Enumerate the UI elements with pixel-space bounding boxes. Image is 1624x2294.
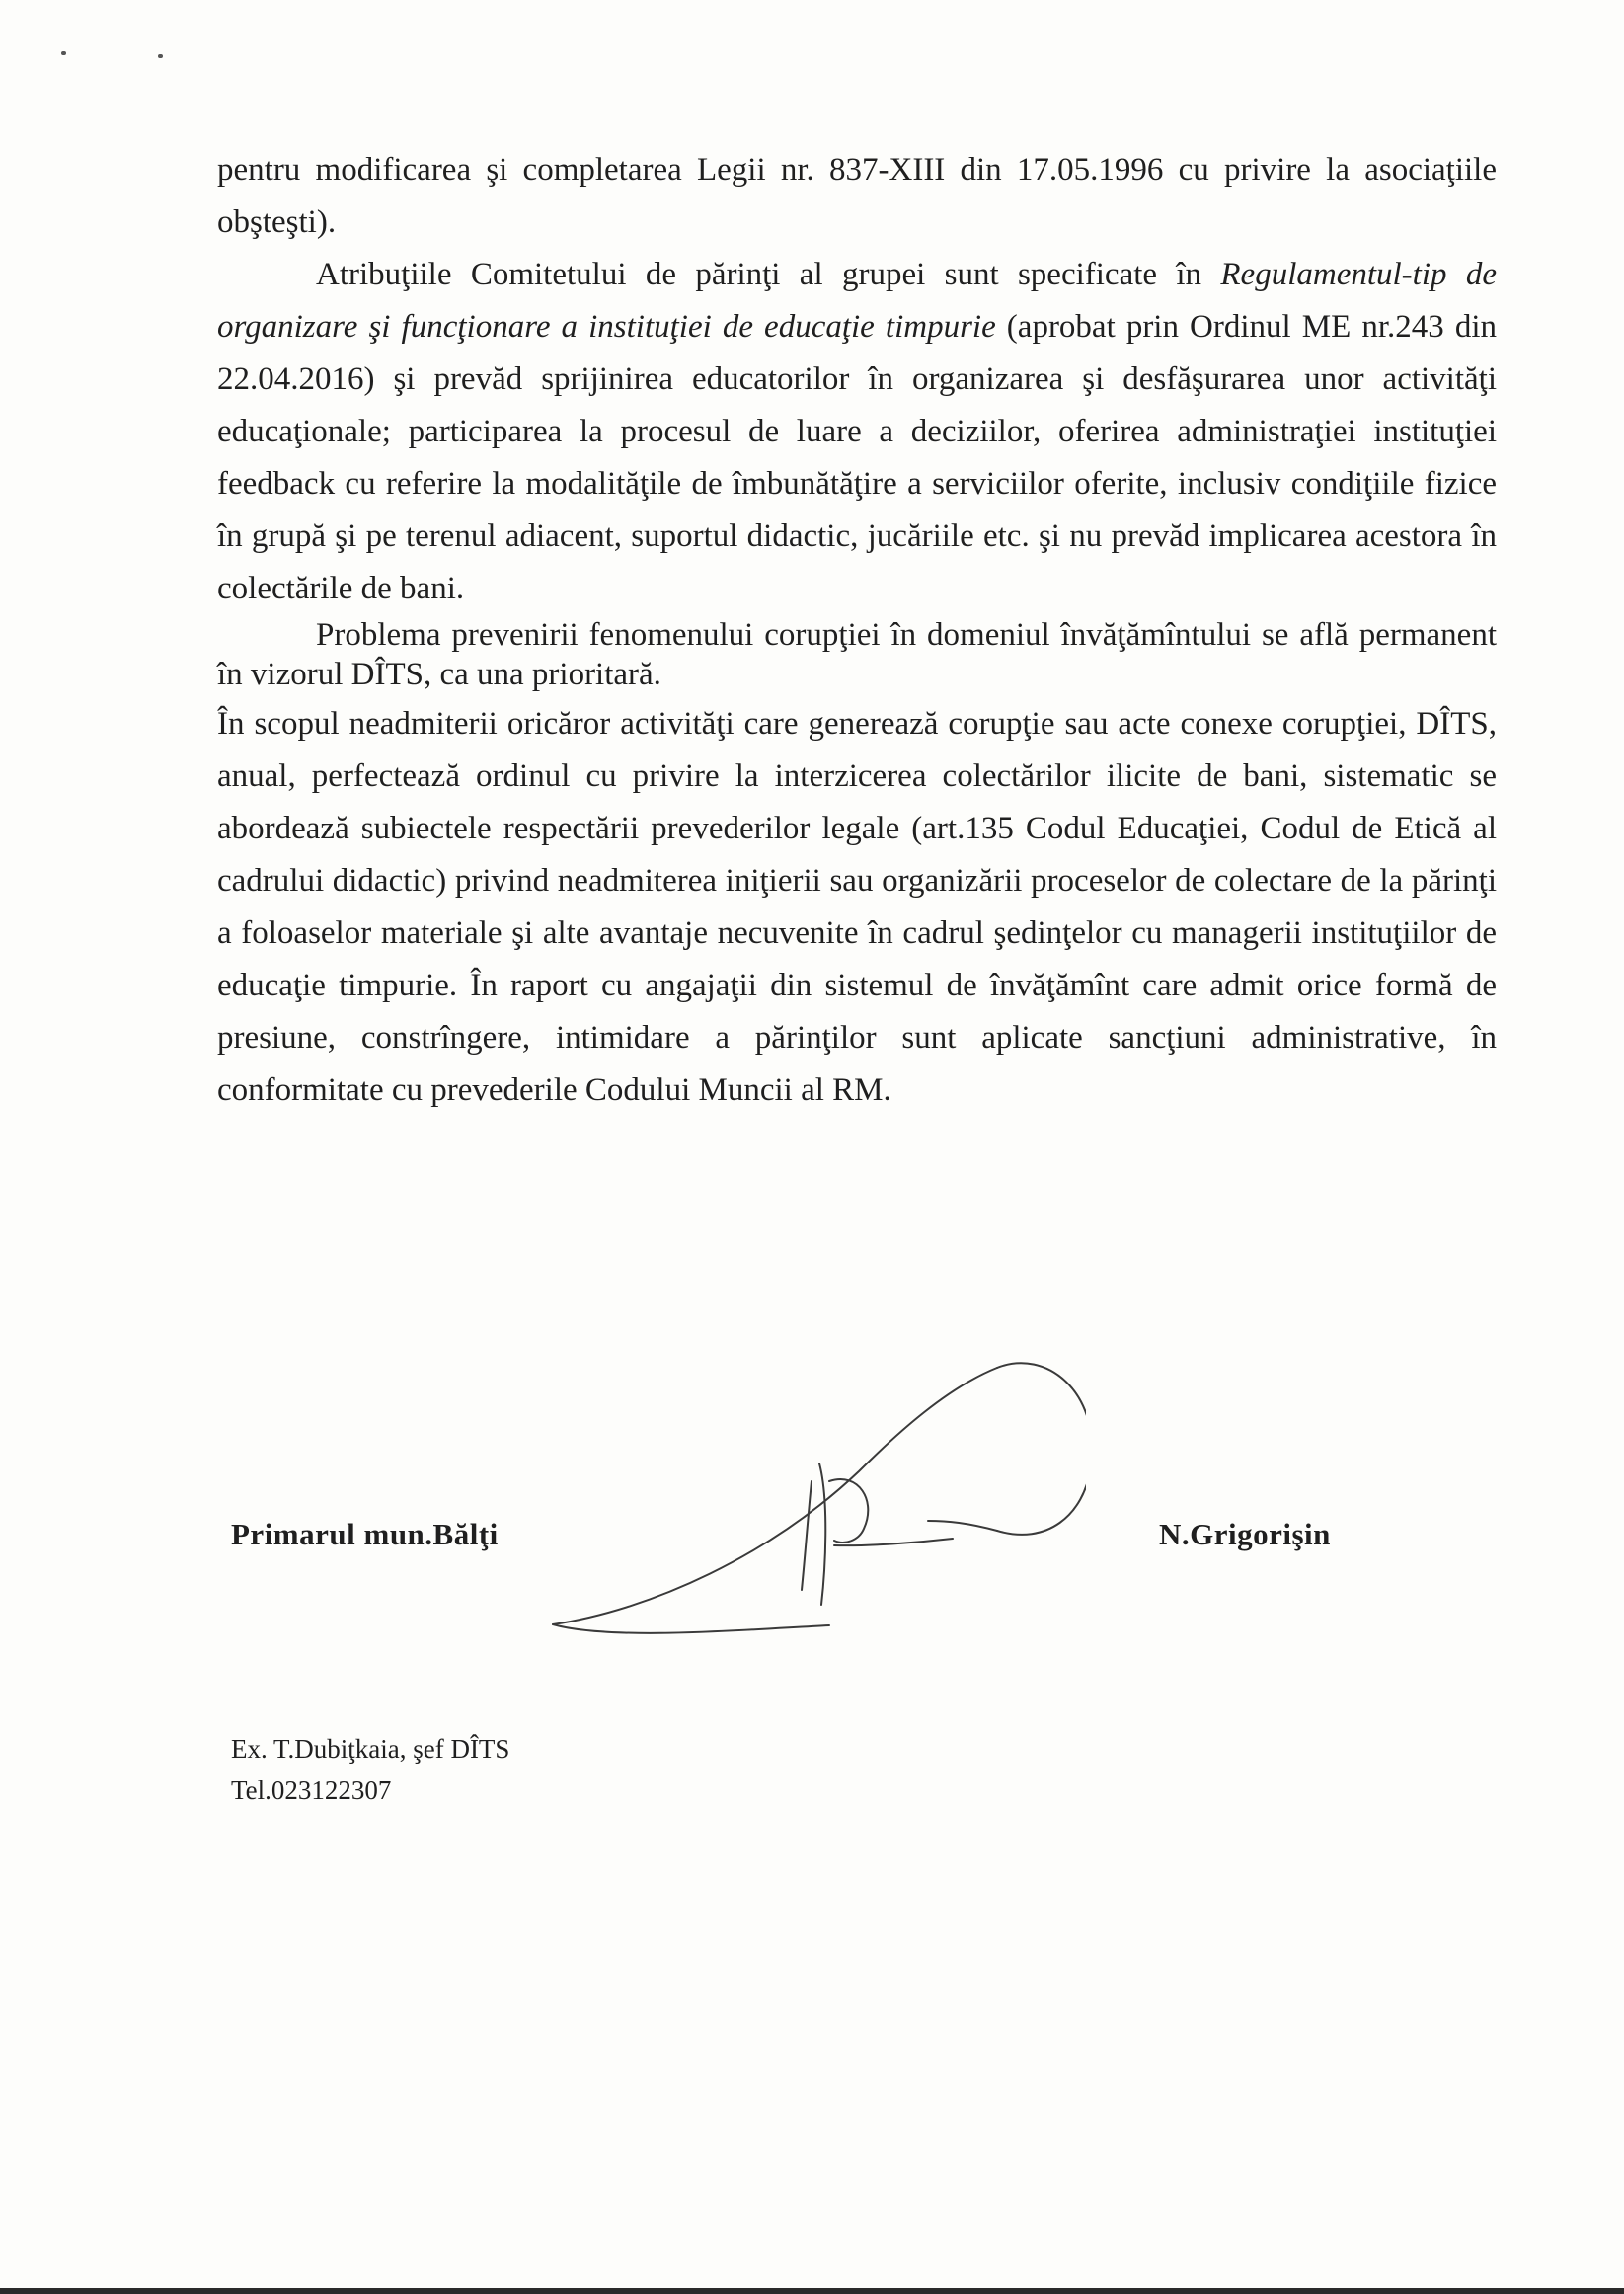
handwritten-signature bbox=[533, 1353, 1086, 1649]
paragraph-3 bbox=[217, 615, 1497, 694]
signature-row bbox=[0, 1517, 1624, 1596]
paragraph-3-text: Problema prevenirii fenomenului corupţiei în domeniul învăţămîntului se află permanent în vizorul DÎTS, ca una prioritară. bbox=[217, 617, 1497, 692]
regulation-title: Regulamentul-tip de organizare şi funcţionare a instituţiei de educaţie timpurie bbox=[217, 257, 1497, 345]
signatory-name: N.Grigorişin bbox=[1159, 1517, 1331, 1551]
paragraph-2-text-b: (aprobat prin Ordinul ME nr.243 din 22.04.2016) şi prevăd sprijinirea educatorilor în organizarea şi desfăşurarea unor activităţi educaţionale; participarea la procesul de luare a deciziilor, oferirea administraţiei instituţiei feedback cu referire la modalităţile de îmbunătăţire a serviciilor oferite, inclusiv condiţiile fizice în grupă şi pe terenul adiacent, suportul didactic, jucăriile etc. şi nu prevăd implicarea acestora în colectările de bani. bbox=[217, 309, 1497, 606]
executor-info bbox=[231, 1728, 509, 1811]
paragraph-4-text: În scopul neadmiterii oricăror activităţi care generează corupţie sau acte conexe corupţiei, DÎTS, anual, perfectează ordinul cu privire la interzicerea colectărilor ilicite de bani, sistematic se abordează subiectele respectării prevederilor legale (art.135 Codul Educaţiei, Codul de Etică al cadrului didactic) privind neadmiterea iniţierii sau organizării proceselor de colectare de la părinţi a foloaselor materiale şi alte avantaje necuvenite în cadrul şedinţelor cu managerii instituţiilor de educaţie timpurie. În raport cu angajaţii din sistemul de învăţămînt care admit orice formă de presiune, constrîngere, intimidare a părinţilor sunt aplicate sancţiuni administrative, în conformitate cu prevederile Codului Muncii al RM. bbox=[217, 706, 1497, 1108]
signatory-title: Primarul mun.Bălţi bbox=[231, 1517, 499, 1551]
paragraph-4 bbox=[217, 698, 1497, 1117]
scan-bottom-edge bbox=[0, 2288, 1624, 2294]
paragraph-1 bbox=[217, 144, 1497, 249]
executor-line: Ex. T.Dubiţkaia, şef DÎTS bbox=[231, 1734, 510, 1764]
phone-line: Tel.023122307 bbox=[231, 1776, 392, 1805]
paragraph-1-text: pentru modificarea şi completarea Legii nr. 837-XIII din 17.05.1996 cu privire la asociaţiile obşteşti). bbox=[217, 152, 1497, 240]
paragraph-2-text-a: Atribuţiile Comitetului de părinţi al grupei sunt specificate în bbox=[316, 257, 1221, 292]
document-body bbox=[217, 144, 1497, 1117]
paragraph-2 bbox=[217, 249, 1497, 615]
